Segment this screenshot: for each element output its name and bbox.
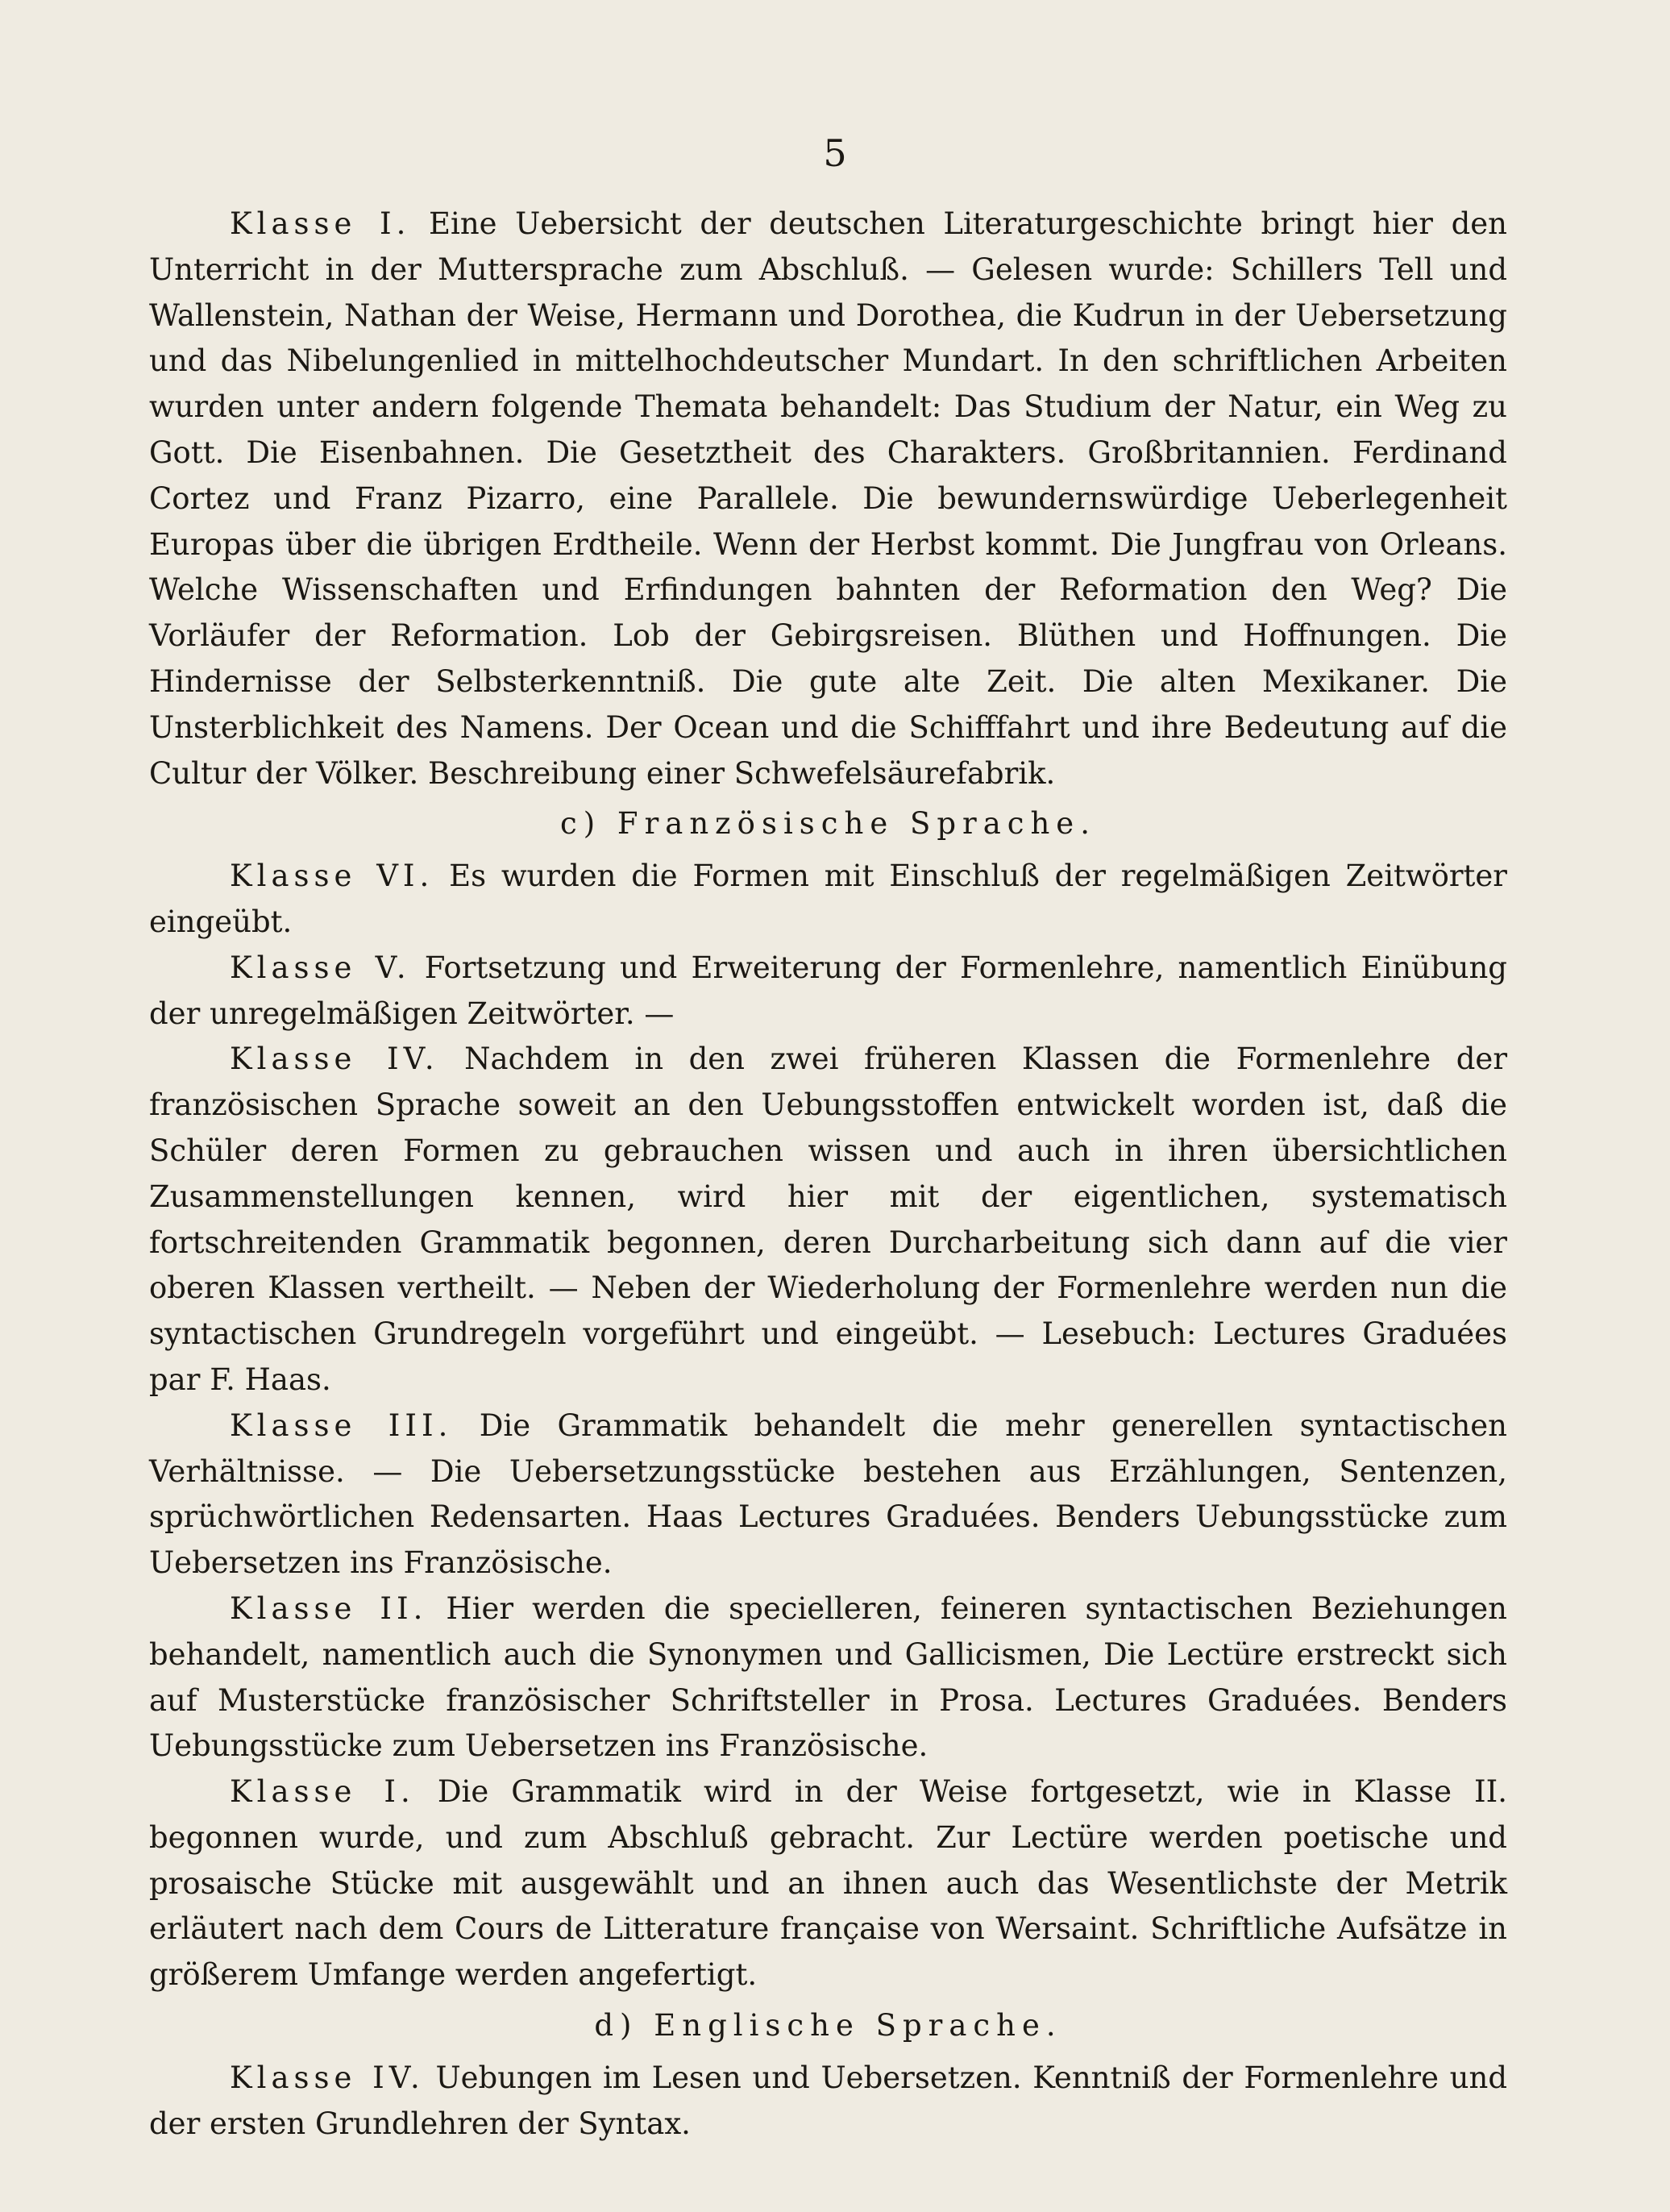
paragraph-text: Es wurden die Formen mit Einschluß der regelmäßigen Zeitwörter eingeübt. [149,859,1507,939]
paragraph-text: Die Grammatik behandelt die mehr generellen syntactischen Verhältnisse. — Die Uebersetzungsstücke bestehen aus Erzählungen, Sentenzen, sprüchwörtlichen Redensarten. Haas Lectures Graduées. Benders Uebungsstücke zum Uebersetzen ins Französische. [149,1407,1507,1581]
paragraph-text: Eine Uebersicht der deutschen Literaturgeschichte bringt hier den Unterricht in der Muttersprache zum Abschluß. — Gelesen wurde: Schillers Tell und Wallenstein, Nathan der Weise, Hermann und Dorothea, die Kudrun in der Uebersetzung und das Nibelungenlied in mittelhochdeutscher Mundart. In den schriftlichen Arbeiten wurden unter andern folgende Themata behandelt: Das Studium der Natur, ein Weg zu Gott. Die Eisenbahnen. Die Gesetztheit des Charakters. Großbritannien. Ferdinand Cortez und Franz Pizarro, eine Parallele. Die bewundernswürdige Ueberlegenheit Europas über die übrigen Erdtheile. Wenn der Herbst kommt. Die Jungfrau von Orleans. Welche Wissenschaften und Erfindungen bahnten der Reformation den Weg? Die Vorläufer der Reformation. Lob der Gebirgsreisen. Blüthen und Hoffnungen. Die Hindernisse der Selbsterkenntniß. Die gute alte Zeit. Die alten Mexikaner. Die Unsterblichkeit des Namens. Der Ocean und die Schifffahrt und ihre Bedeutung auf die Cultur der Völker. Beschreibung einer Schwefelsäurefabrik. [149,206,1508,791]
paragraph-klasse-1-franz [149,1769,1507,1998]
paragraph-text: Hier werden die specielleren, feineren syntactischen Beziehungen behandelt, namentlich auch die Synonymen und Gallicismen, Die Lectüre erstreckt sich auf Musterstücke französischer Schriftsteller in Prosa. Lectures Graduées. Benders Uebungsstücke zum Uebersetzen ins Französische. [149,1590,1508,1764]
class-label: Klasse I. [230,206,411,241]
paragraph-text: Fortsetzung und Erweiterung der Formenlehre, namentlich Einübung der unregelmäßigen Zeitwörter. — [149,950,1507,1031]
class-label: Klasse VI. [230,859,434,894]
paragraph-klasse-4-franz [149,1037,1507,1403]
paragraph-klasse-5-franz [149,946,1507,1037]
class-label: Klasse V. [230,950,411,985]
section-heading-franzoesisch: c) Französische Sprache. [560,806,1096,842]
page-number: 5 [823,131,847,175]
paragraph-klasse-2-franz [149,1586,1507,1769]
paragraph-text: Uebungen im Lesen und Uebersetzen. Kenntniß der Formenlehre und der ersten Grundlehren der Syntax. [149,2060,1508,2141]
class-label: Klasse IV. [230,1042,439,1077]
class-label: Klasse II. [230,1590,428,1626]
paragraph-klasse-1-deutsch [149,202,1507,796]
paragraph-klasse-3-franz [149,1403,1507,1586]
section-heading-englisch: d) Englische Sprache. [594,2008,1062,2044]
class-label: Klasse III. [230,1407,453,1443]
paragraph-text: Nachdem in den zwei früheren Klassen die Formenlehre der französischen Sprache soweit an den Uebungsstoffen entwickelt worden ist, daß die Schüler deren Formen zu gebrauchen wissen und auch in ihren übersichtlichen Zusammenstellungen kennen, wird hier mit der eigentlichen, systematisch fortschreitenden Grammatik begonnen, deren Durcharbeitung sich dann auf die vier oberen Klassen vertheilt. — Neben der Wiederholung der Formenlehre werden nun die syntactischen Grundregeln vorgeführt und eingeübt. — Lesebuch: Lectures Graduées par F. Haas. [149,1042,1508,1397]
paragraph-klasse-6-franz [149,854,1507,946]
paragraph-text: Die Grammatik wird in der Weise fortgesetzt, wie in Klasse II. begonnen wurde, und zum Abschluß gebracht. Zur Lectüre werden poetische und prosaische Stücke mit ausgewählt und an ihnen auch das Wesentlichste der Metrik erläutert nach dem Cours de Litterature française von Wersaint. Schriftliche Aufsätze in größerem Umfange werden angefertigt. [149,1774,1508,1993]
paragraph-klasse-4-engl [149,2056,1507,2148]
class-label: Klasse IV. [230,2060,425,2095]
body-text [149,202,1507,2147]
class-label: Klasse I. [230,1774,415,1810]
